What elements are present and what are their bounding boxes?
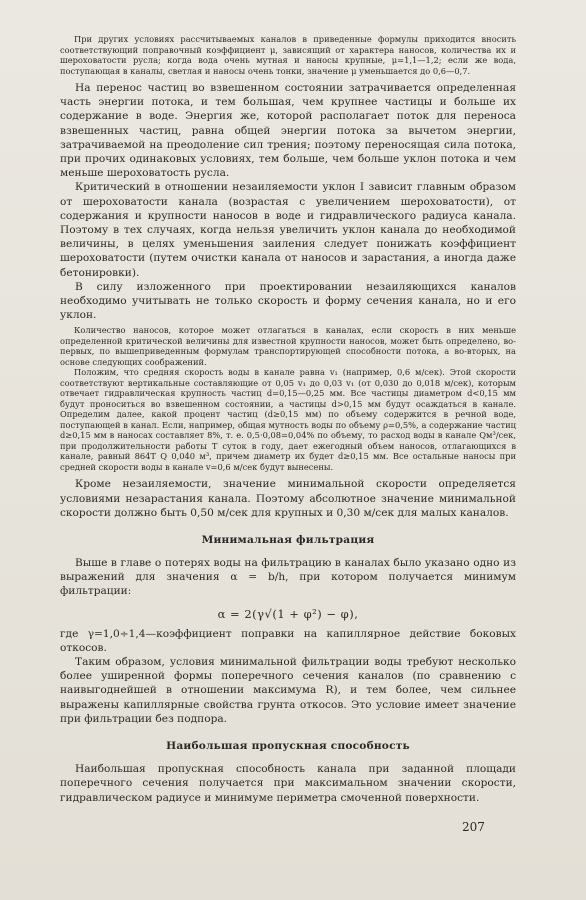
note-paragraph-sediment: Количество наносов, которое может отлагаться в каналах, если скорость в них меньше определенной критической величины для известной крупности наносов, может быть определено, во-первых, по вышеприведенным формулам транспортирующей способности потока, а во-вторых, на основе следующих соображений. [60,325,516,367]
paragraph-filtration-intro: Выше в главе о потерях воды на фильтрацию в каналах было указано одно из выражений для значения α = b/h, при котором получается минимум фильтрации: [60,557,516,598]
paragraph-formula-explanation: где γ=1,0÷1,4—коэффициент поправки на капиллярное действие боковых откосов. [60,627,516,654]
paragraph-energy: На перенос частиц во взвешенном состоянии затрачивается определенная часть энергии потока, и тем большая, чем крупнее частицы и больше их содержание в воде. Энергия же, которой располагает поток для переноса взвешенных частиц, равна общей энергии потока за вычетом энергии, затрачиваемой на преодоление сил трения; поэтому переносящая сила потока, при прочих одинаковых условиях, тем больше, чем больше уклон потока и чем меньше шероховатость русла. [60,82,516,180]
paragraph-capacity: Наибольшая пропускная способность канала при заданной площади поперечного сечения получается при максимальном значении скорости, гидравлическом радиусе и минимуме периметра смоченной поверхности. [60,763,516,804]
paragraph-design: В силу изложенного при проектировании незаиляющихся каналов необходимо учитывать не только скорость и форму сечения канала, но и его уклон. [60,280,516,322]
section-heading-max-capacity: Наибольшая пропускная способность [166,740,410,753]
paragraph-min-velocity: Кроме незаиляемости, значение минимальной скорости определяется условиями незарастания канала. Поэтому абсолютное значение минимальной скорости должно быть 0,50 м/сек для крупных и 0,30 м/сек для малых каналов. [60,478,516,519]
paragraph-critical-slope: Критический в отношении незаиляемости уклон I зависит главным образом от шероховатости канала (возрастая с увеличением шероховатости), от содержания и крупности наносов в воде и гидравлического радиуса канала. Поэтому в тех случаях, когда нельзя увеличить уклон канала до необходимой величины, в целях уменьшения заиления следует понижать коэффициент шероховатости (путем очистки канала от наносов и зарастания, а иногда даже бетонировки). [60,181,516,279]
page-content [60,34,516,805]
page-number: 207 [462,820,485,834]
section-heading-min-filtration: Минимальная фильтрация [201,534,375,547]
note-paragraph-coefficient: При других условиях рассчитываемых каналов в приведенные формулы приходится вносить соответствующий поправочный коэффициент μ, зависящий от характера наносов, количества их и шероховатости русла; когда вода очень мутная и наносы крупные, μ=1,1—1,2; если же вода, поступающая в каналы, светлая и наносы очень тонки, значение μ уменьшается до 0,6—0,7. [60,34,516,76]
note-paragraph-example: Положим, что средняя скорость воды в канале равна v₁ (например, 0,6 м/сек). Этой скорости соответствуют вертикальные составляющие от 0,05 v₁ до 0,03 v₁ (от 0,030 до 0,018 м/сек), которым отвечает гидравлическая крупность частиц d=0,15—0,25 мм. Все частицы диаметром d<0,15 мм будут проноситься во взвешенном состоянии, а частицы d>0,15 мм будут осаждаться в канале. Определим далее, какой процент частиц (d≥0,15 мм) по объему содержится в речной воде, поступающей в канал. Если, например, общая мутность воды по объему ρ=0,5%, а содержание частиц d≥0,15 мм в наносах составляет 8%, т. е. 0,5·0,08=0,04% по объему, то расход воды в канале Qм³/сек, при продолжительности работы T суток в году, дает ежегодный объем наносов, отлагающихся в канале, равный 864T Q 0,040 м³, причем диаметр их будет d≥0,15 мм. Все остальные наносы при средней скорости воды в канале v=0,6 м/сек будут вынесены. [60,367,516,472]
formula-alpha: α = 2(γ√(1 + φ²) − φ), [217,606,359,621]
paragraph-filtration-conclusion: Таким образом, условия минимальной фильтрации воды требуют несколько более уширенной формы поперечного сечения каналов (по сравнению с наивыгоднейшей в отношении максимума R), и тем более, чем сильнее выражены капиллярные свойства грунта откосов. Это условие имеет значение при фильтрации без подпора. [60,656,516,725]
